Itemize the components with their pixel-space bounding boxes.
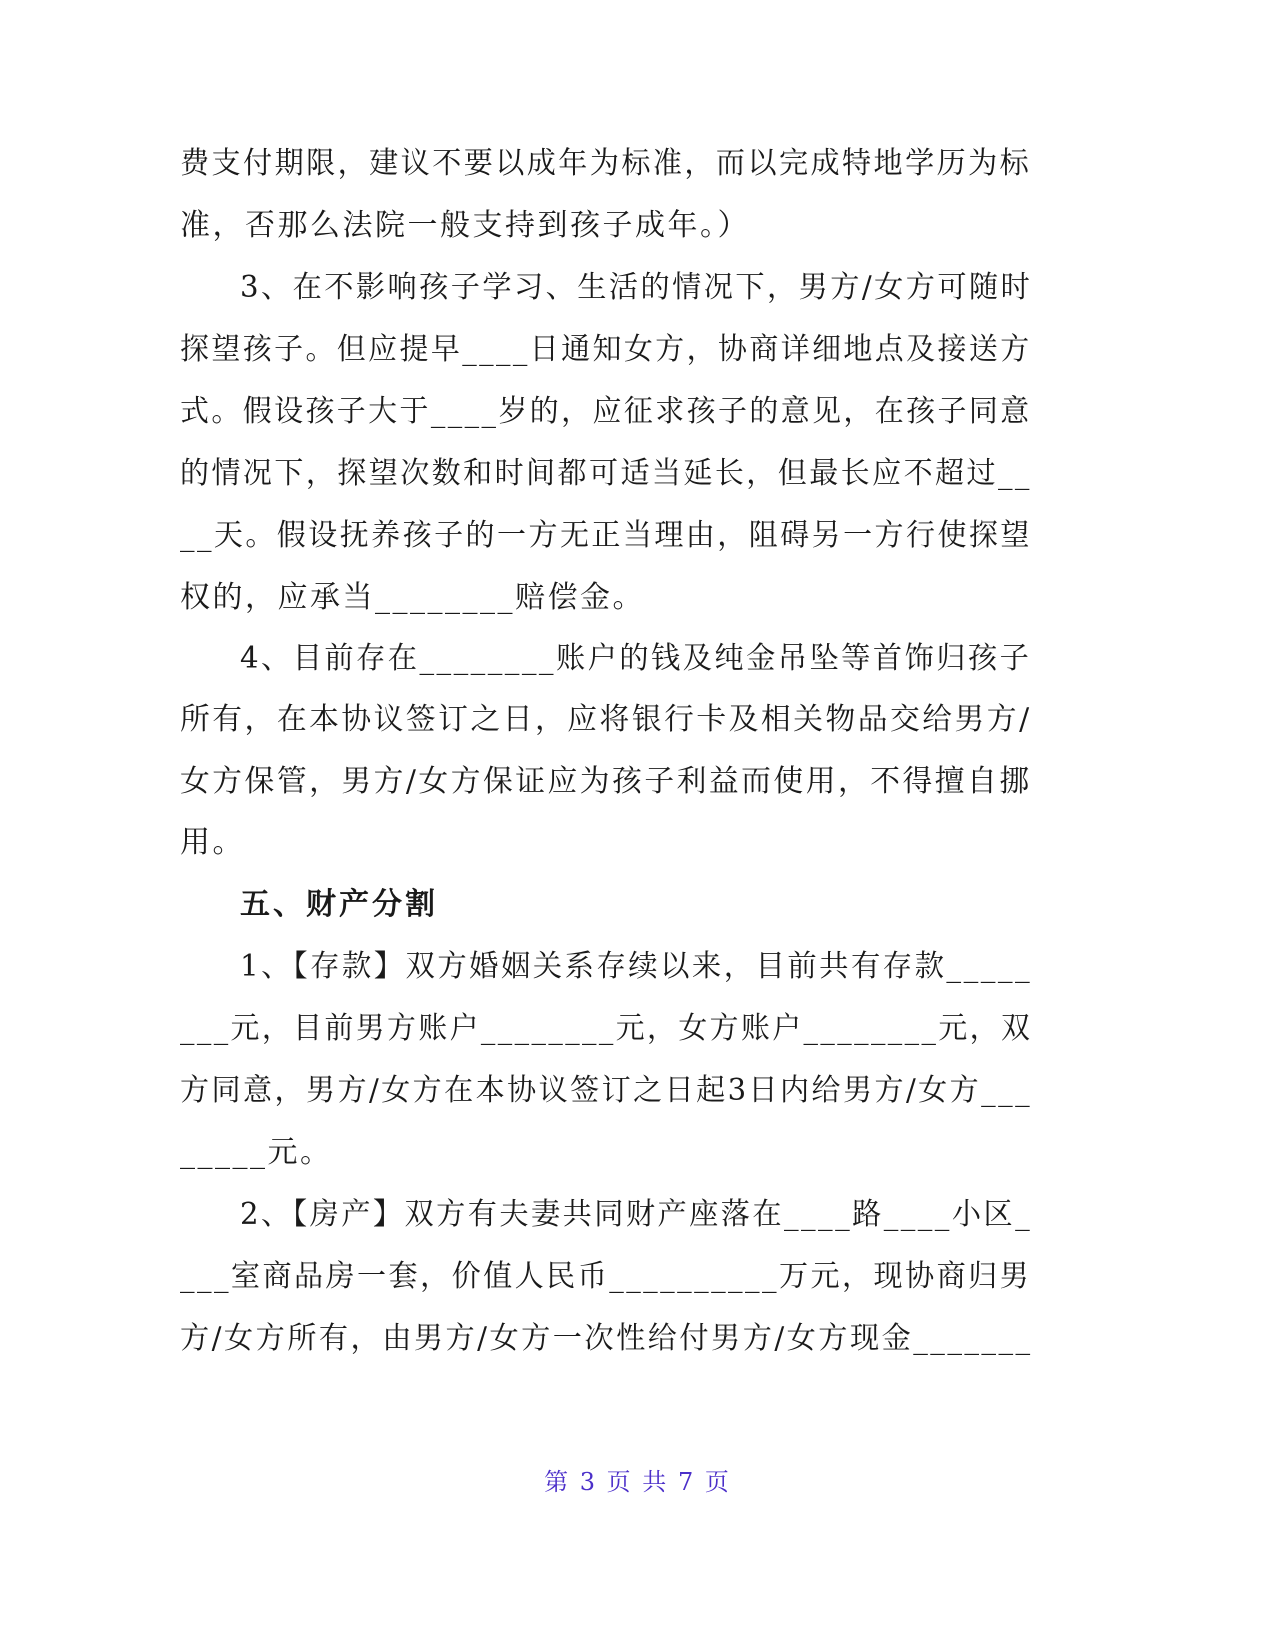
text-line: 3、在不影响孩子学习、生活的情况下，男方/女方可随时: [240, 270, 1033, 305]
text-line: 2、【房产】双方有夫妻共同财产座落在____路____小区_: [240, 1197, 1033, 1232]
section-heading: 五、财产分割: [240, 887, 438, 922]
text-line: 方同意，男方/女方在本协议签订之日起3日内给男方/女方___: [180, 1073, 1033, 1108]
text-line: 方/女方所有，由男方/女方一次性给付男方/女方现金_______: [180, 1321, 1033, 1356]
text-line: 费支付期限，建议不要以成年为标准，而以完成特地学历为标: [180, 146, 1032, 181]
text-line: ___元，目前男方账户________元，女方账户________元，双: [180, 1011, 1033, 1046]
text-line: 1、【存款】双方婚姻关系存续以来，目前共有存款_____: [240, 949, 1033, 984]
text-line: 4、目前存在________账户的钱及纯金吊坠等首饰归孩子: [240, 641, 1032, 676]
text-line: ___室商品房一套，价值人民币__________万元，现协商归男: [180, 1259, 1032, 1294]
text-line: 权的，应承当________赔偿金。: [180, 580, 645, 615]
text-line: 女方保管，男方/女方保证应为孩子利益而使用，不得擅自挪: [180, 764, 1032, 799]
text-line: 探望孩子。但应提早____日通知女方，协商详细地点及接送方: [180, 332, 1032, 367]
text-line: 准，否那么法院一般支持到孩子成年。）: [180, 208, 750, 243]
text-line: 的情况下，探望次数和时间都可适当延长，但最长应不超过__: [180, 456, 1032, 491]
page-number: 第 3 页 共 7 页: [544, 1468, 731, 1496]
text-line: __天。假设抚养孩子的一方无正当理由，阻碍另一方行使探望: [180, 518, 1032, 553]
text-line: _____元。: [180, 1135, 333, 1170]
text-line: 式。假设孩子大于____岁的，应征求孩子的意见，在孩子同意: [180, 394, 1032, 429]
text-line: 用。: [180, 825, 245, 860]
text-line: 所有，在本协议签订之日，应将银行卡及相关物品交给男方/: [180, 702, 1032, 737]
